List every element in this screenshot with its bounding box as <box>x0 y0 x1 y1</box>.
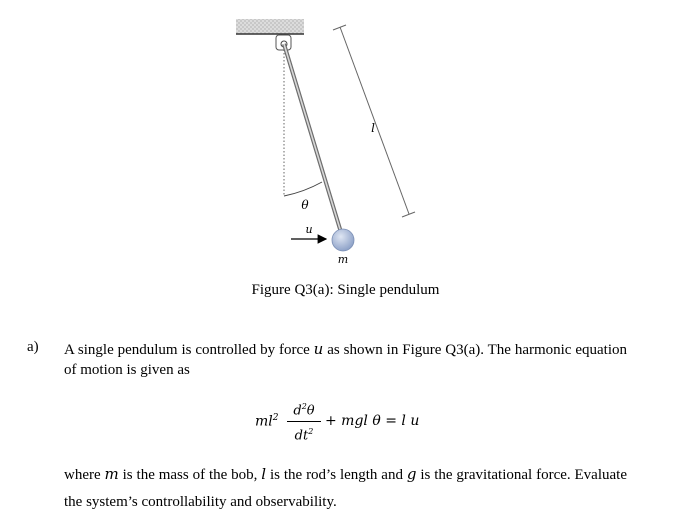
equation-rhs: + mgl θ = l u <box>325 413 420 429</box>
conclusion-part3: is the rod’s length and <box>266 467 407 483</box>
conclusion-part1: where <box>64 467 105 483</box>
denominator-base: dt <box>294 428 309 444</box>
pendulum-bob <box>332 229 354 251</box>
question-text-part1: A single pendulum is controlled by force <box>64 342 314 358</box>
conclusion-part4: is the gravitational force. Evaluate the system’s controllability and observability. <box>64 467 627 510</box>
variable-g: g <box>406 465 417 483</box>
mass-m-label: m <box>337 253 349 266</box>
force-u-label: u <box>305 223 313 236</box>
theta-label: θ <box>301 198 309 212</box>
equation-lhs <box>255 413 279 430</box>
equation-lhs-base: ml <box>255 413 273 430</box>
conclusion-part2: is the mass of the bob, <box>118 467 262 483</box>
numerator-variable: θ <box>306 403 315 419</box>
equation-lhs-exponent: 2 <box>272 413 279 423</box>
fraction-denominator <box>287 422 321 446</box>
length-l-label: l <box>371 121 375 135</box>
equation-fraction <box>287 398 321 447</box>
figure-caption: Figure Q3(a): Single pendulum <box>251 282 440 298</box>
numerator-exponent: 2 <box>301 402 307 411</box>
conclusion-text <box>64 461 627 516</box>
denominator-exponent: 2 <box>308 427 314 437</box>
angle-arc <box>284 182 322 196</box>
variable-m: m <box>104 465 119 483</box>
fraction-numerator <box>287 398 321 422</box>
ceiling-support <box>236 19 304 34</box>
question-text-part2: as shown in Figure Q3(a). The harmonic equation of motion is given as <box>64 342 628 378</box>
numerator-base: d <box>293 403 302 419</box>
variable-u: u <box>313 340 324 358</box>
pendulum-rod <box>284 44 343 239</box>
question-text <box>64 339 627 380</box>
variable-l: l <box>261 465 267 483</box>
question-label: a) <box>27 339 39 355</box>
